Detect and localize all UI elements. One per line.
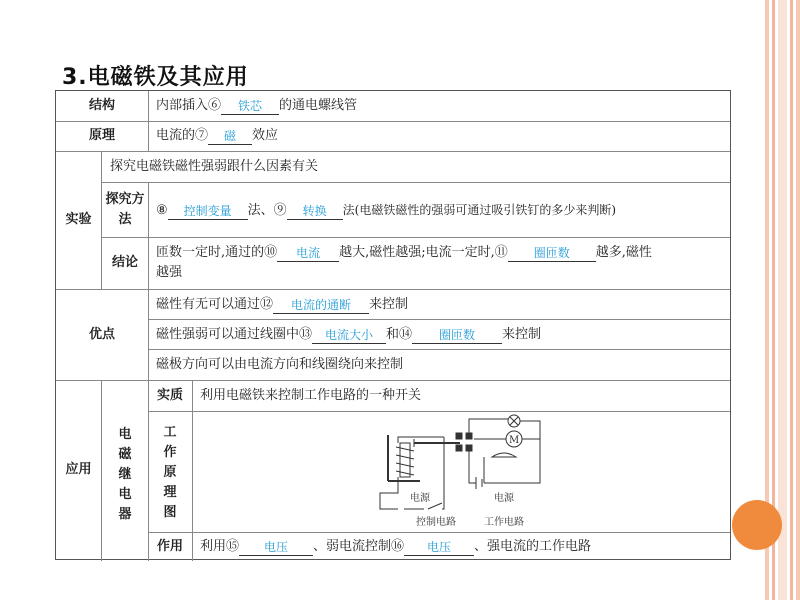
svg-text:电源: 电源 xyxy=(410,493,430,504)
method-header: 探究方法 xyxy=(105,192,145,227)
answer-9: 转换 xyxy=(287,203,343,220)
knowledge-table xyxy=(55,90,731,560)
answer-14: 圈匝数 xyxy=(412,327,502,344)
structure-header: 结构 xyxy=(88,98,115,113)
answer-6: 铁芯 xyxy=(221,98,279,115)
application-header: 应用 xyxy=(65,462,92,477)
answer-11: 圈匝数 xyxy=(508,245,596,262)
svg-text:工作电路: 工作电路 xyxy=(484,517,524,528)
orange-circle-decoration xyxy=(732,500,782,550)
experiment-question: 探究电磁铁磁性强弱跟什么因素有关 xyxy=(110,159,319,174)
principle-header: 原理 xyxy=(88,128,115,143)
svg-text:M: M xyxy=(509,435,520,446)
answer-8: 控制变量 xyxy=(168,203,248,220)
answer-10: 电流 xyxy=(277,245,339,262)
working-principle-header: 工作原理图 xyxy=(163,425,177,520)
function-content: 利用⑮ 电压 、弱电流控制⑯ 电压 、强电流的工作电路 xyxy=(200,539,592,554)
principle-content: 电流的⑦ 磁 效应 xyxy=(156,128,279,143)
advantage-row1: 磁性有无可以通过⑫ 电流的通断 来控制 xyxy=(156,297,409,312)
advantage-row2: 磁性强弱可以通过线圈中⑬ 电流大小 和⑭ 圈匝数 来控制 xyxy=(156,327,542,342)
conclusion-line2: 越强 xyxy=(156,265,183,280)
page-title: 3.电磁铁及其应用 xyxy=(62,65,249,90)
experiment-header: 实验 xyxy=(65,212,92,227)
relay-header: 电磁继电器 xyxy=(118,427,132,522)
svg-text:电源: 电源 xyxy=(494,493,514,504)
function-header: 作用 xyxy=(156,539,183,554)
essence-header: 实质 xyxy=(156,388,183,403)
answer-7: 磁 xyxy=(208,128,252,145)
svg-text:控制电路: 控制电路 xyxy=(416,517,456,528)
essence-content: 利用电磁铁来控制工作电路的一种开关 xyxy=(200,388,422,403)
bell-icon xyxy=(492,453,516,457)
conclusion-content: 匝数一定时,通过的⑩ 电流 越大,磁性越强;电流一定时,⑪ 圈匝数 越多,磁性 xyxy=(156,245,652,260)
conclusion-header: 结论 xyxy=(111,255,138,270)
method-content: ⑧ 控制变量 法、⑨ 转换 法(电磁铁磁性的强弱可通过吸引铁钉的多少来判断) xyxy=(156,203,617,218)
advantage-header: 优点 xyxy=(88,327,115,342)
answer-15: 电压 xyxy=(239,539,313,556)
structure-content: 内部插入⑥ 铁芯 的通电螺线管 xyxy=(156,98,358,113)
answer-13: 电流大小 xyxy=(312,327,386,344)
relay-circuit-diagram xyxy=(374,413,554,529)
advantage-row3: 磁极方向可以由电流方向和线圈绕向来控制 xyxy=(156,357,404,372)
answer-12: 电流的通断 xyxy=(273,297,369,314)
answer-16: 电压 xyxy=(404,539,474,556)
